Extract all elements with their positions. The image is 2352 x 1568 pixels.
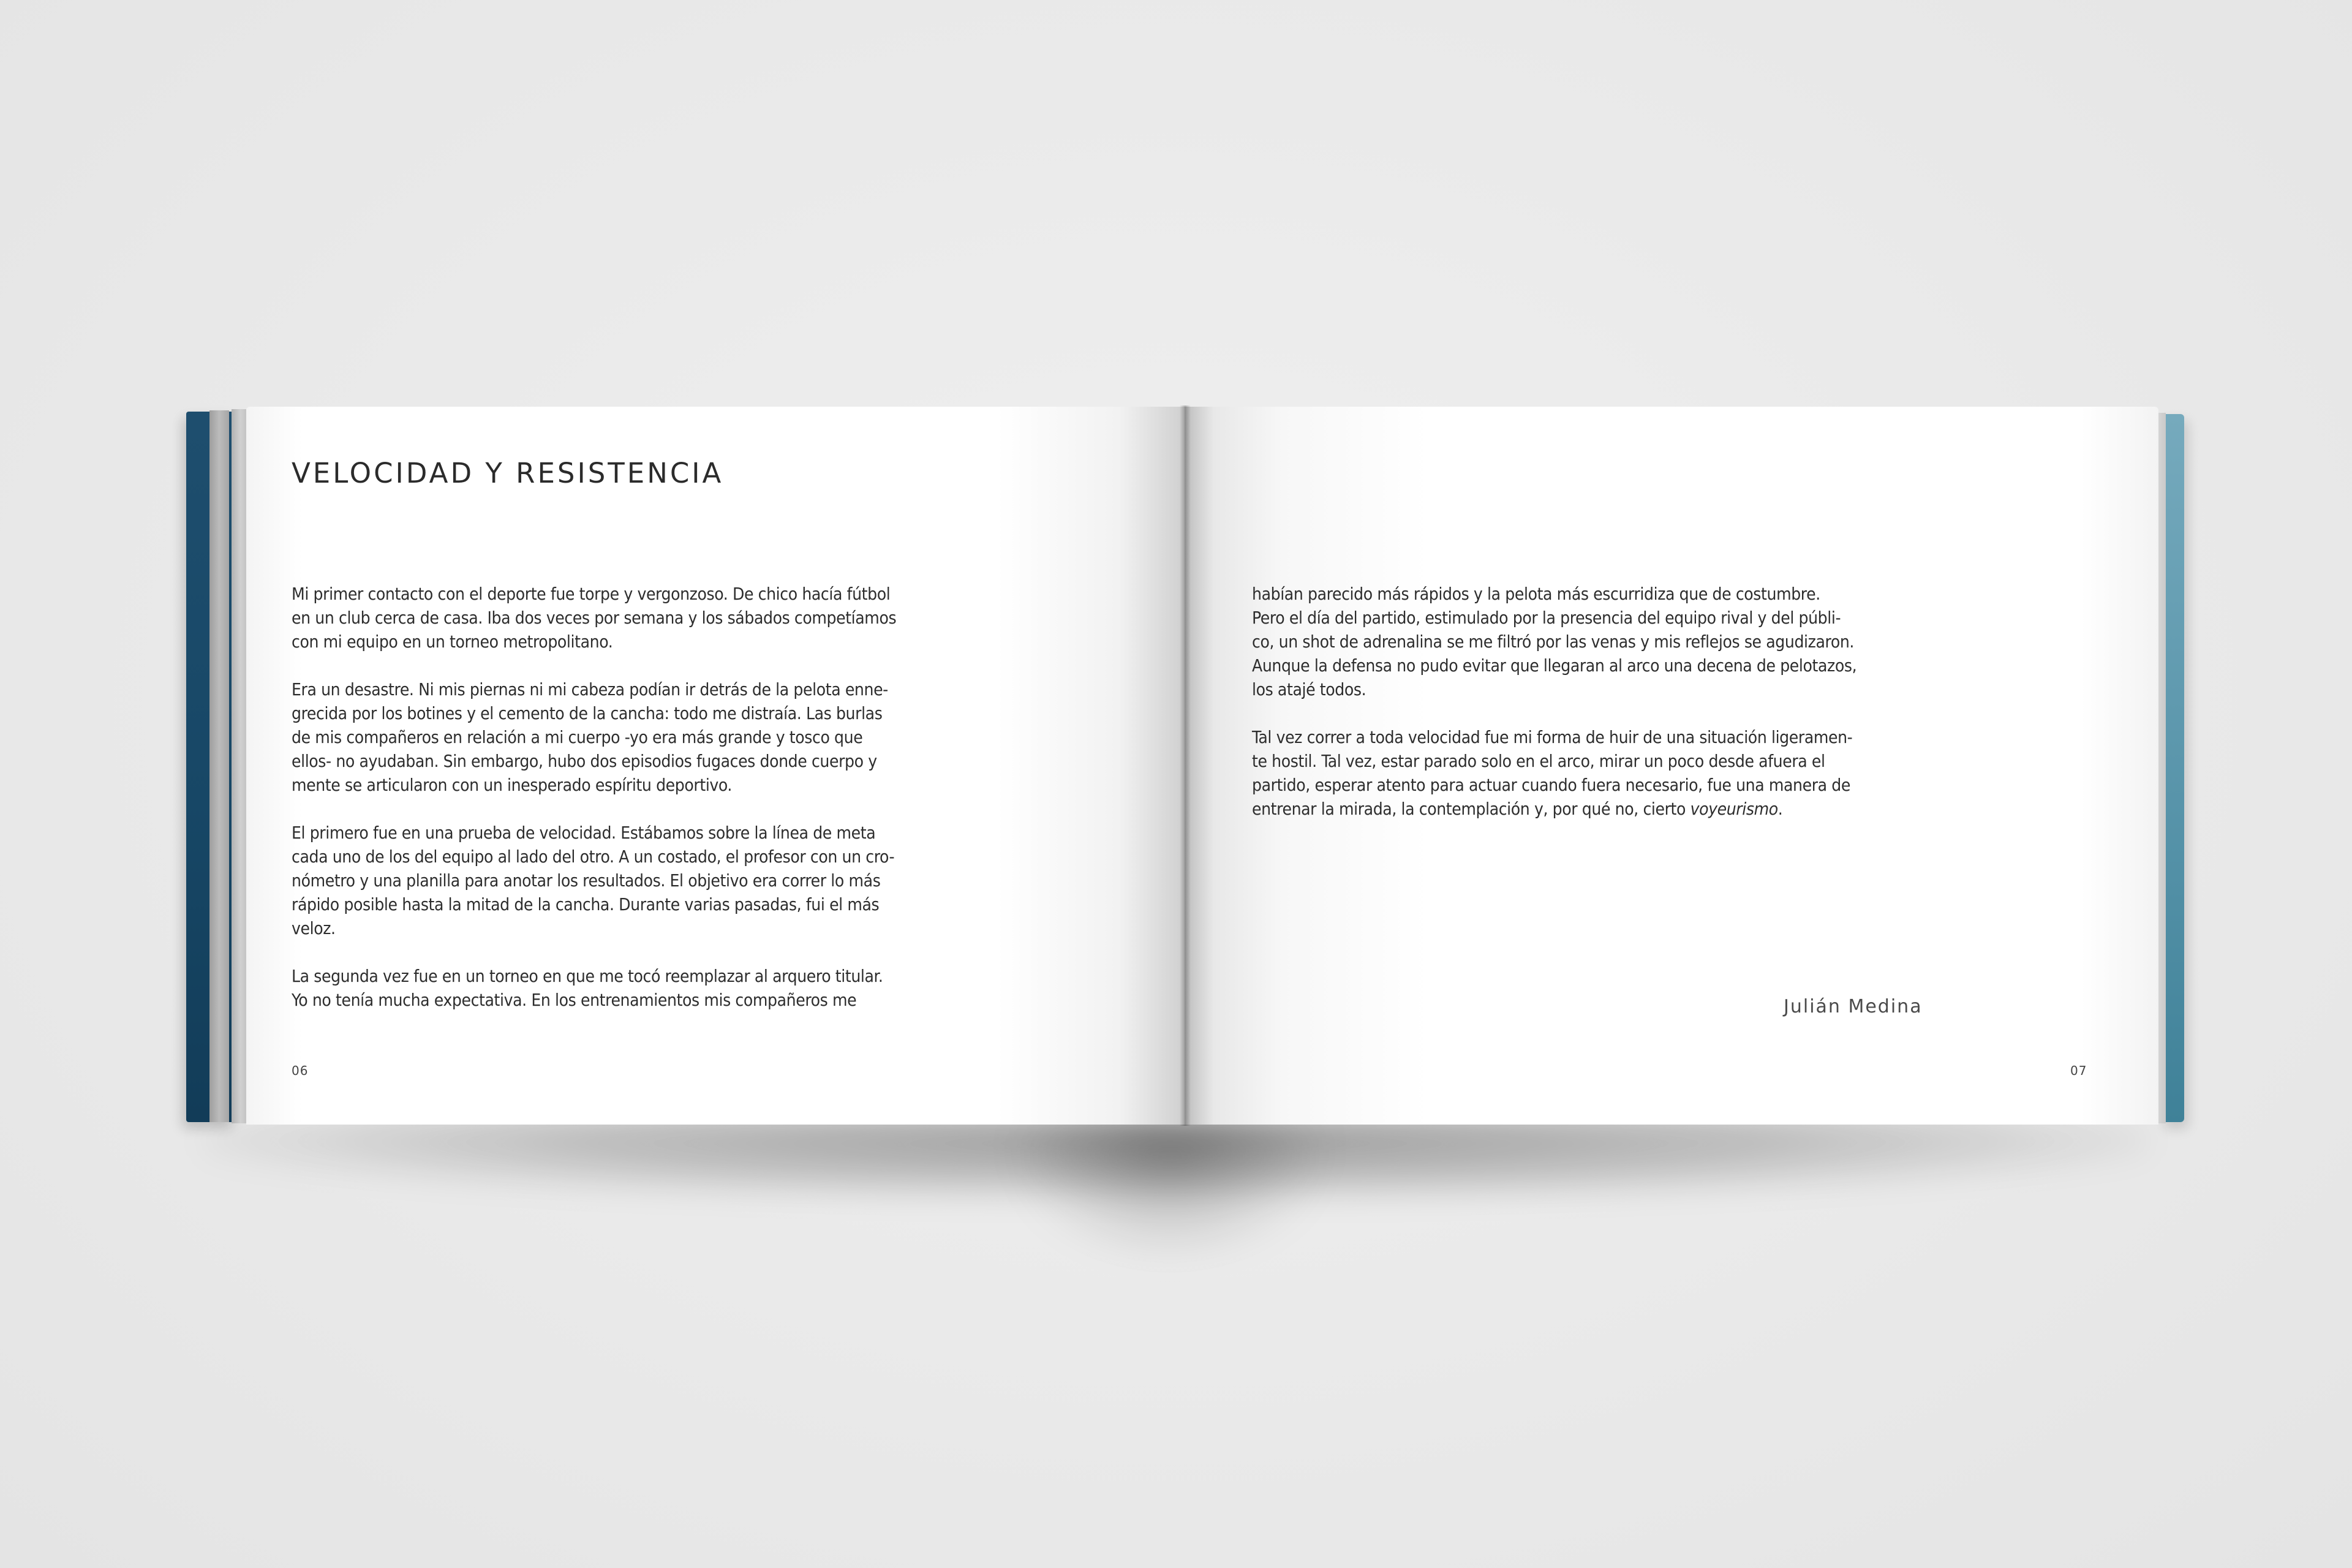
text-line: cada uno de los del equipo al lado del otro. A un costado, el profesor con un cro- xyxy=(292,846,895,867)
book-center-shadow xyxy=(1011,1121,1329,1262)
paragraph xyxy=(292,821,941,940)
left-page-stack-edge-inner xyxy=(232,409,246,1123)
text-line: con mi equipo en un torneo metropolitano. xyxy=(292,631,613,652)
text-line: en un club cerca de casa. Iba dos veces por semana y los sábados competíamos xyxy=(292,608,897,628)
text-line: Tal vez correr a toda velocidad fue mi forma de huir de una situación ligeramen- xyxy=(1252,727,1853,747)
paragraph xyxy=(292,964,941,1012)
text-line: rápido posible hasta la mitad de la cancha. Durante varias pasadas, fui el más xyxy=(292,894,880,914)
chapter-title: VELOCIDAD Y RESISTENCIA xyxy=(292,457,724,489)
left-page-number: 06 xyxy=(292,1063,309,1078)
text-line: grecida por los botines y el cemento de la cancha: todo me distraía. Las burlas xyxy=(292,703,883,723)
text-line: los atajé todos. xyxy=(1252,679,1366,699)
text-line: mente se articularon con un inesperado espíritu deportivo. xyxy=(292,775,733,795)
paragraph xyxy=(1252,582,1913,701)
text-line: El primero fue en una prueba de velocidad. Estábamos sobre la línea de meta xyxy=(292,823,876,843)
paragraph xyxy=(292,677,941,797)
paragraph xyxy=(292,582,941,654)
author-signature: Julián Medina xyxy=(1784,996,1923,1017)
text-line: Mi primer contacto con el deporte fue torpe y vergonzoso. De chico hacía fútbol xyxy=(292,584,891,604)
text-fragment: . xyxy=(1777,799,1783,819)
text-line: partido, esperar atento para actuar cuando fuera necesario, fue una manera de xyxy=(1252,775,1851,795)
right-page-body xyxy=(1252,582,1913,845)
book-gutter xyxy=(1180,405,1191,1126)
text-line: La segunda vez fue en un torneo en que me tocó reemplazar al arquero titular. xyxy=(292,966,883,986)
text-line: nómetro y una planilla para anotar los resultados. El objetivo era correr lo más xyxy=(292,870,881,891)
text-line: Era un desastre. Ni mis piernas ni mi cabeza podían ir detrás de la pelota enne- xyxy=(292,679,888,699)
paragraph xyxy=(1252,725,1913,821)
text-line: Aunque la defensa no pudo evitar que llegaran al arco una decena de pelotazos, xyxy=(1252,655,1857,676)
text-line: Pero el día del partido, estimulado por la presencia del equipo rival y del públi- xyxy=(1252,608,1841,628)
left-page-body xyxy=(292,582,941,1036)
text-line: Yo no tenía mucha expectativa. En los entrenamientos mis compañeros me xyxy=(292,990,857,1010)
text-line: de mis compañeros en relación a mi cuerpo -yo era más grande y tosco que xyxy=(292,727,863,747)
text-line: ellos- no ayudaban. Sin embargo, hubo dos episodios fugaces donde cuerpo y xyxy=(292,751,877,771)
left-page-stack-edge xyxy=(209,410,229,1122)
text-line: habían parecido más rápidos y la pelota más escurridiza que de costumbre. xyxy=(1252,584,1820,604)
text-line: co, un shot de adrenalina se me filtró por las venas y mis reflejos se agudizaron. xyxy=(1252,631,1855,652)
text-fragment: entrenar la mirada, la contemplación y, por qué no, cierto xyxy=(1252,799,1691,819)
right-page-number: 07 xyxy=(2070,1063,2087,1078)
text-line xyxy=(1252,797,1913,821)
text-line: te hostil. Tal vez, estar parado solo en el arco, mirar un poco desde afuera el xyxy=(1252,751,1825,771)
italic-word: voyeurismo xyxy=(1690,799,1778,819)
text-line: veloz. xyxy=(292,918,336,938)
